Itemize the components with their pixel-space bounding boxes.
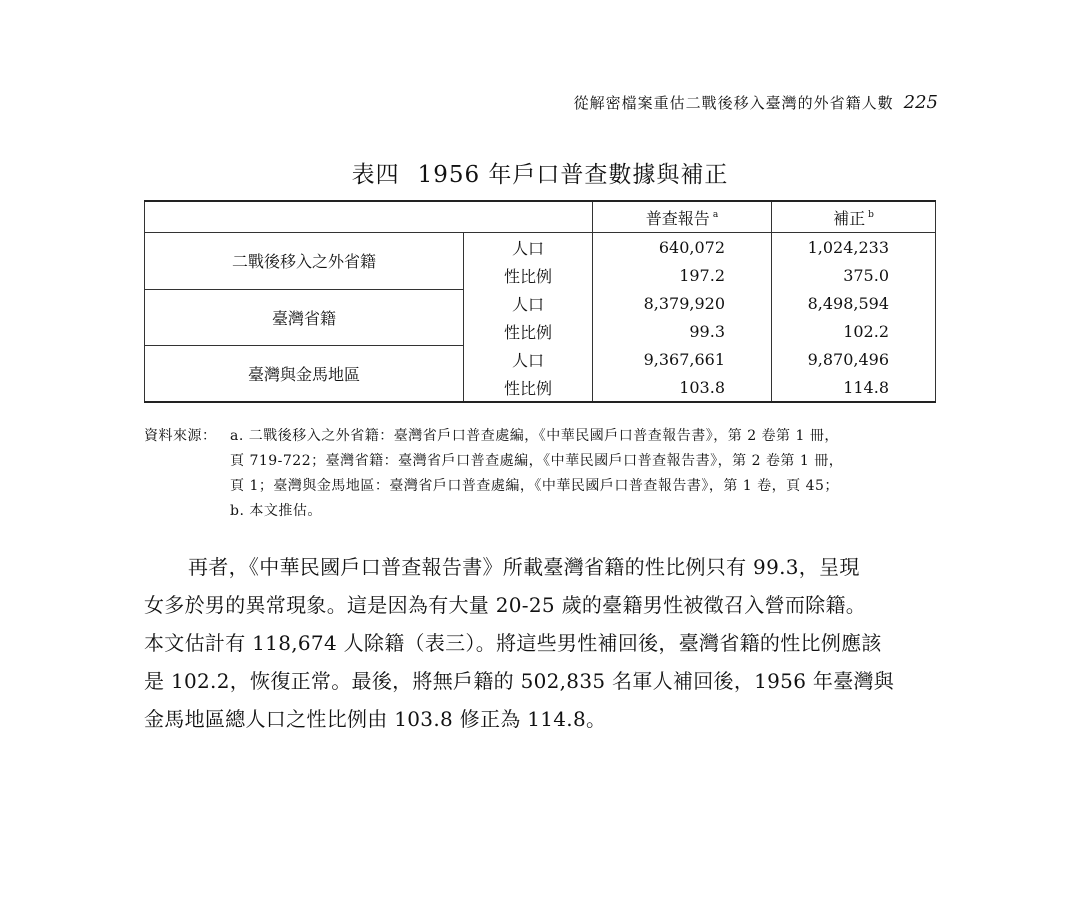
census-value: 9,367,661 — [593, 345, 772, 373]
corrected-value: 102.2 — [772, 317, 936, 345]
group-label: 二戰後移入之外省籍 — [145, 233, 464, 290]
corrected-value: 9,870,496 — [772, 345, 936, 373]
table-header-blank — [145, 201, 593, 233]
table-notes — [144, 424, 944, 524]
row-label: 性比例 — [464, 317, 593, 345]
column-header-corrected: 補正 $^b$ — [772, 201, 936, 233]
note-line: 頁 719-722；臺灣省籍：臺灣省戶口普查處編，《中華民國戶口普查報告書》，第 2 卷第 1 冊， — [230, 453, 844, 469]
running-head — [574, 92, 938, 113]
corrected-value: 8,498,594 — [772, 289, 936, 317]
corrected-value: 375.0 — [772, 261, 936, 289]
census-value: 8,379,920 — [593, 289, 772, 317]
row-label: 人口 — [464, 345, 593, 373]
paragraph-line: 再者，《中華民國戶口普查報告書》所載臺灣省籍的性比例只有 99.3，呈現 — [188, 555, 860, 579]
paragraph-line: 是 102.2，恢復正常。最後，將無戶籍的 502,835 名軍人補回後，1956 年臺灣與 — [144, 669, 895, 693]
running-head-title: 從解密檔案重估二戰後移入臺灣的外省籍人數 — [573, 94, 894, 112]
group-label: 臺灣省籍 — [145, 289, 464, 345]
body-paragraph — [144, 548, 944, 738]
notes-lead: 資料來源： — [144, 428, 217, 444]
census-value: 99.3 — [593, 317, 772, 345]
paragraph-line: 女多於男的異常現象。這是因為有大量 20-25 歲的臺籍男性被徵召入營而除籍。 — [144, 593, 867, 617]
census-value: 103.8 — [593, 373, 772, 402]
table-row — [145, 289, 936, 317]
table-title-text: 1956 年戶口普查數據與補正 — [417, 162, 729, 188]
page-number: 225 — [903, 92, 938, 113]
note-line: a. 二戰後移入之外省籍：臺灣省戶口普查處編，《中華民國戶口普查報告書》，第 2 卷第 1 冊， — [230, 428, 839, 444]
row-label: 性比例 — [464, 261, 593, 289]
table-title-prefix: 表四 — [351, 162, 400, 188]
note-line: b. 本文推估。 — [230, 503, 322, 519]
corrected-value: 114.8 — [772, 373, 936, 402]
census-table — [144, 200, 936, 403]
table-header-row — [145, 201, 936, 233]
row-label: 性比例 — [464, 373, 593, 402]
corrected-value: 1,024,233 — [772, 233, 936, 262]
group-label: 臺灣與金馬地區 — [145, 345, 464, 402]
table-row — [145, 345, 936, 373]
note-line: 頁 1；臺灣與金馬地區：臺灣省戶口普查處編，《中華民國戶口普查報告書》，第 1 卷，頁 45； — [230, 478, 839, 494]
row-label: 人口 — [464, 289, 593, 317]
row-label: 人口 — [464, 233, 593, 262]
paragraph-line: 金馬地區總人口之性比例由 103.8 修正為 114.8。 — [144, 707, 607, 731]
column-header-census: 普查報告 $^a$ — [593, 201, 772, 233]
table-title — [0, 156, 1080, 189]
table-row — [145, 233, 936, 262]
census-value: 640,072 — [593, 233, 772, 262]
census-value: 197.2 — [593, 261, 772, 289]
paragraph-line: 本文估計有 118,674 人除籍（表三）。將這些男性補回後，臺灣省籍的性比例應該 — [144, 631, 882, 655]
